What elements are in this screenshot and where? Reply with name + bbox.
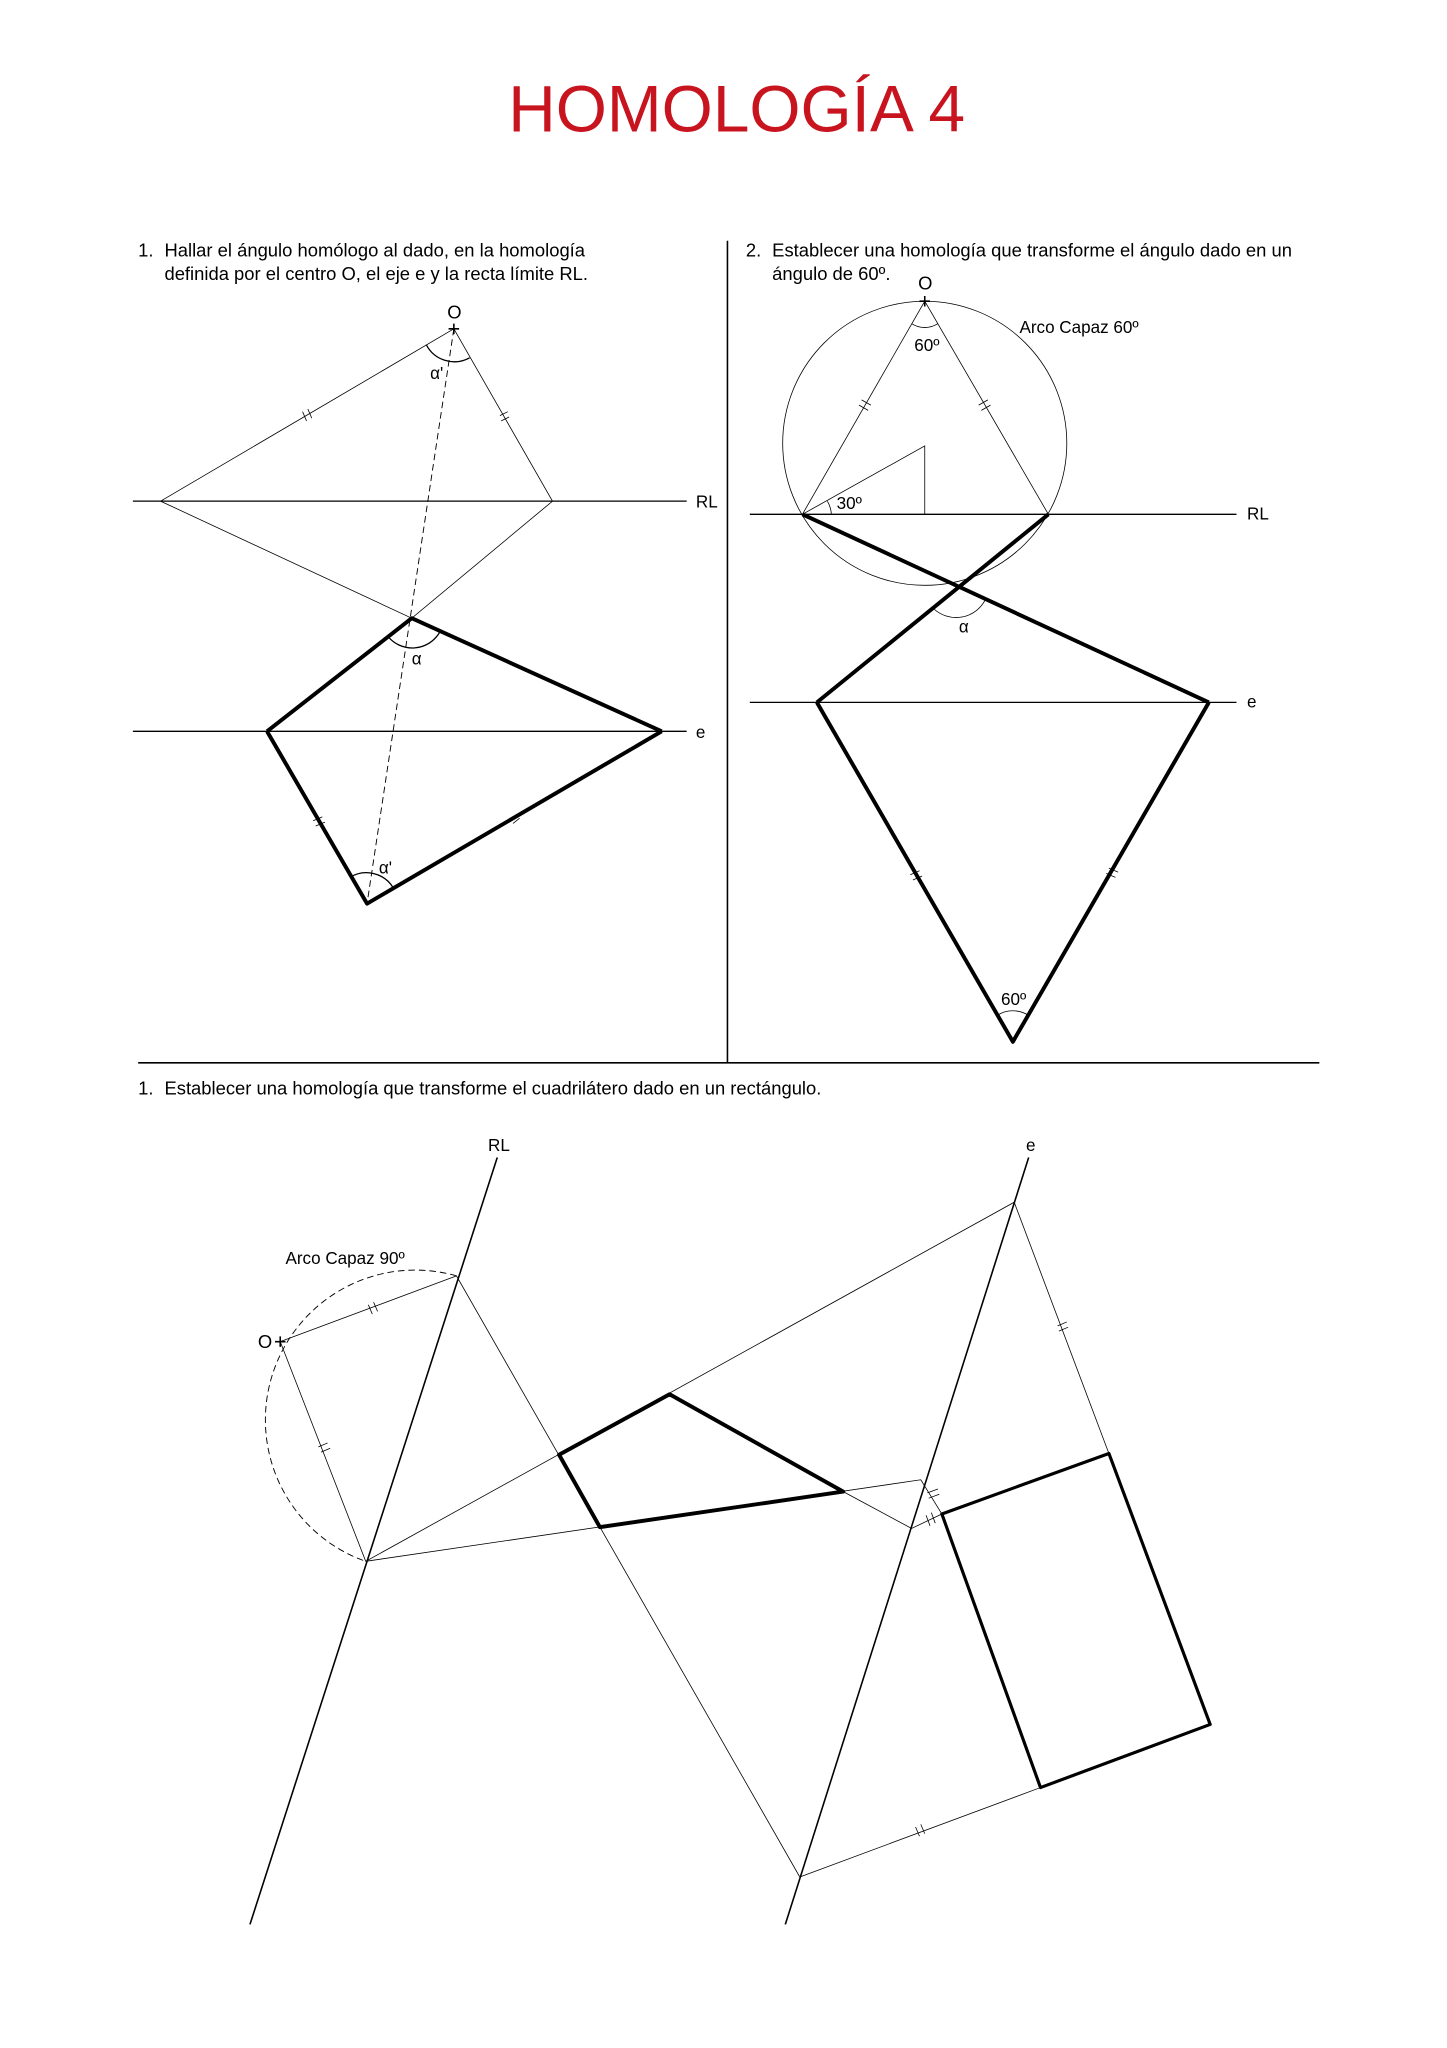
ex3-line1: Establecer una homología que transforme el cuadrilátero dado en un rectángulo. xyxy=(164,1077,822,1099)
given-angle xyxy=(267,618,662,731)
axis-e-label: e xyxy=(1247,692,1257,712)
arco-capaz-label: Arco Capaz 90º xyxy=(285,1249,405,1269)
rl-label: RL xyxy=(488,1135,510,1155)
alpha-label: α xyxy=(411,649,422,669)
rl-line xyxy=(250,1158,497,1925)
construction-lines xyxy=(802,301,1048,514)
ex2-center-label: O xyxy=(918,272,933,294)
result-rectangle xyxy=(942,1453,1210,1787)
page-title: HOMOLOGÍA 4 xyxy=(508,71,966,146)
axis-e-label: e xyxy=(695,722,706,742)
angle-30: 30º xyxy=(836,494,862,514)
ex2-number: 2. xyxy=(745,239,762,261)
alpha-prime-top: α' xyxy=(430,363,444,383)
angle-arc xyxy=(426,345,469,362)
ex1-line1: Hallar el ángulo homólogo al dado, en la homología xyxy=(164,239,586,261)
construction-lines xyxy=(161,329,553,618)
ex1-center-label: O xyxy=(447,301,462,323)
alpha-label: α xyxy=(958,617,969,637)
ex1-number: 1. xyxy=(138,239,154,261)
exercise-2 xyxy=(746,239,1292,1041)
angle-60-bottom: 60º xyxy=(1001,989,1027,1009)
rl-label: RL xyxy=(695,492,718,512)
angle-60-top: 60º xyxy=(914,336,940,356)
equal-tick-marks xyxy=(859,400,1118,880)
arco-capaz-circle xyxy=(265,1270,456,1561)
arco-capaz-label: Arco Capaz 60º xyxy=(1019,317,1139,337)
ex2-line1: Establecer una homología que transforme el ángulo dado en un xyxy=(772,239,1292,261)
rl-label: RL xyxy=(1247,504,1269,524)
homologous-angle xyxy=(267,731,662,903)
given-angle xyxy=(802,514,1208,702)
angle-arc xyxy=(997,1011,1029,1016)
equal-tick-marks xyxy=(318,1302,1068,1836)
ex2-line2: ángulo de 60º. xyxy=(772,263,891,285)
alpha-prime-bottom: α' xyxy=(378,858,393,878)
exercise-3 xyxy=(138,1077,1210,1924)
axis-e-label: e xyxy=(1026,1135,1036,1155)
axis-e-line xyxy=(785,1158,1028,1925)
angle-arc xyxy=(388,633,439,648)
ray-line xyxy=(367,329,454,904)
exercise-1 xyxy=(133,239,718,903)
construction-lines xyxy=(280,1202,1109,1877)
ex3-center-label: O xyxy=(257,1331,273,1353)
ex3-number: 1. xyxy=(138,1077,154,1099)
ex1-line2: definida por el centro O, el eje e y la recta límite RL. xyxy=(164,263,589,285)
given-quadrilateral xyxy=(559,1394,843,1527)
